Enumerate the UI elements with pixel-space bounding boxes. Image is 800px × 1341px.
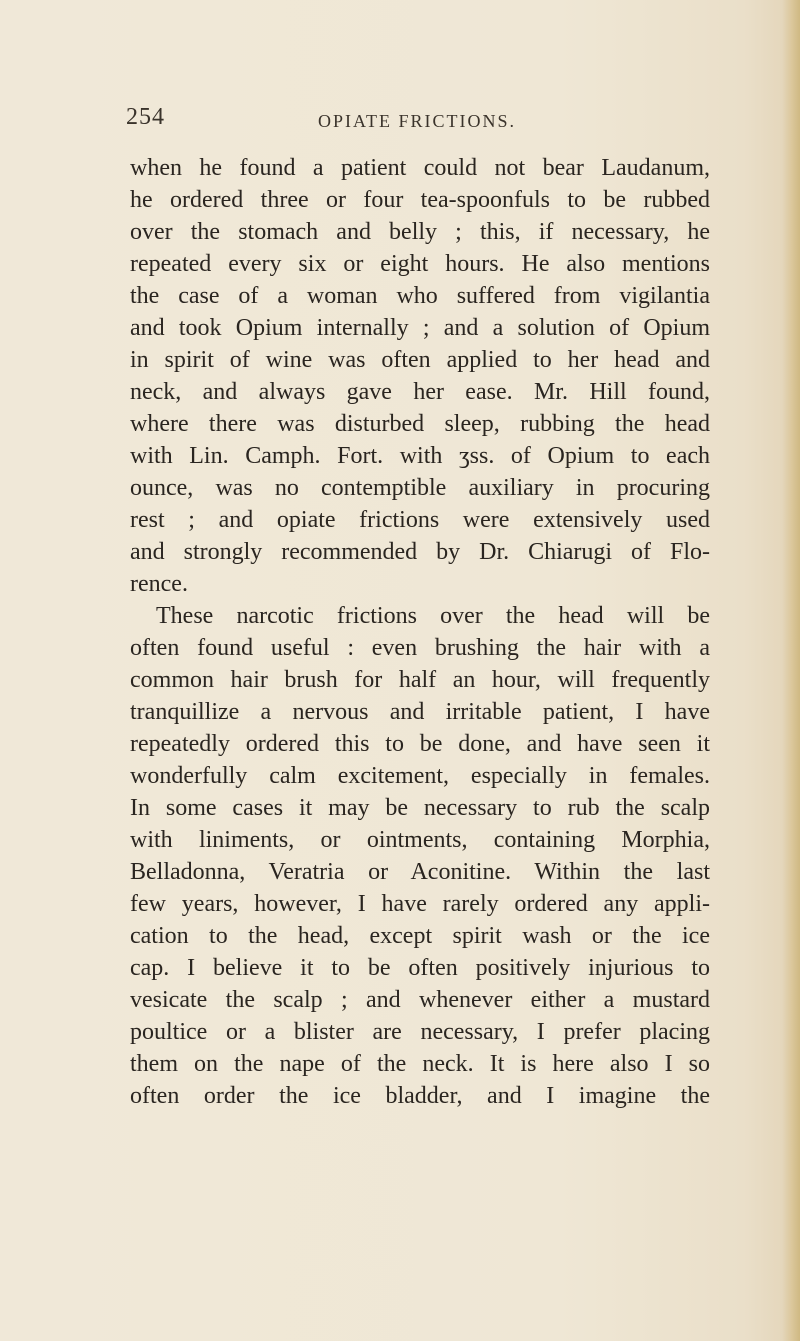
text-line: ounce, was no contemptible auxiliary in procuring	[130, 475, 710, 501]
text-line: rence.	[130, 571, 188, 597]
text-line: over the stomach and belly ; this, if necessary, he	[130, 219, 710, 245]
text-line: wonderfully calm excitement, especially in females.	[130, 763, 710, 789]
text-line: poultice or a blister are necessary, I prefer placing	[130, 1019, 710, 1045]
text-line: when he found a patient could not bear Laudanum,	[130, 155, 710, 181]
text-line: and took Opium internally ; and a solution of Opium	[130, 315, 710, 341]
text-line: few years, however, I have rarely ordered any appli-	[130, 891, 710, 917]
text-line: common hair brush for half an hour, will frequently	[130, 667, 710, 693]
text-line: In some cases it may be necessary to rub the scalp	[130, 795, 710, 821]
text-line: he ordered three or four tea-spoonfuls to be rubbed	[130, 187, 710, 213]
text-line: repeated every six or eight hours. He also mentions	[130, 251, 710, 277]
text-line: cap. I believe it to be often positively injurious to	[130, 955, 710, 981]
text-line: neck, and always gave her ease. Mr. Hill found,	[130, 379, 710, 405]
text-line: vesicate the scalp ; and whenever either a mustard	[130, 987, 710, 1013]
text-line: with liniments, or ointments, containing Morphia,	[130, 827, 710, 853]
body-text	[130, 152, 710, 1112]
text-line: the case of a woman who suffered from vigilantia	[130, 283, 710, 309]
text-line: Belladonna, Veratria or Aconitine. Within the last	[130, 859, 710, 885]
page-edge-shadow	[782, 0, 800, 1341]
text-line: often found useful : even brushing the hair with a	[130, 635, 710, 661]
page-number: 254	[126, 104, 165, 130]
text-line: in spirit of wine was often applied to her head and	[130, 347, 710, 373]
text-line: often order the ice bladder, and I imagine the	[130, 1083, 710, 1109]
text-line: with Lin. Camph. Fort. with ʒss. of Opium to each	[130, 443, 710, 469]
text-line: them on the nape of the neck. It is here also I so	[130, 1051, 710, 1077]
text-line: where there was disturbed sleep, rubbing the head	[130, 411, 710, 437]
paragraph-start-line: These narcotic frictions over the head will be	[156, 603, 710, 629]
text-line: rest ; and opiate frictions were extensively used	[130, 507, 710, 533]
text-line: cation to the head, except spirit wash or the ice	[130, 923, 710, 949]
text-line: and strongly recommended by Dr. Chiarugi of Flo-	[130, 539, 710, 565]
text-line: repeatedly ordered this to be done, and have seen it	[130, 731, 710, 757]
running-title: OPIATE FRICTIONS.	[318, 111, 517, 131]
text-line: tranquillize a nervous and irritable patient, I have	[130, 699, 710, 725]
